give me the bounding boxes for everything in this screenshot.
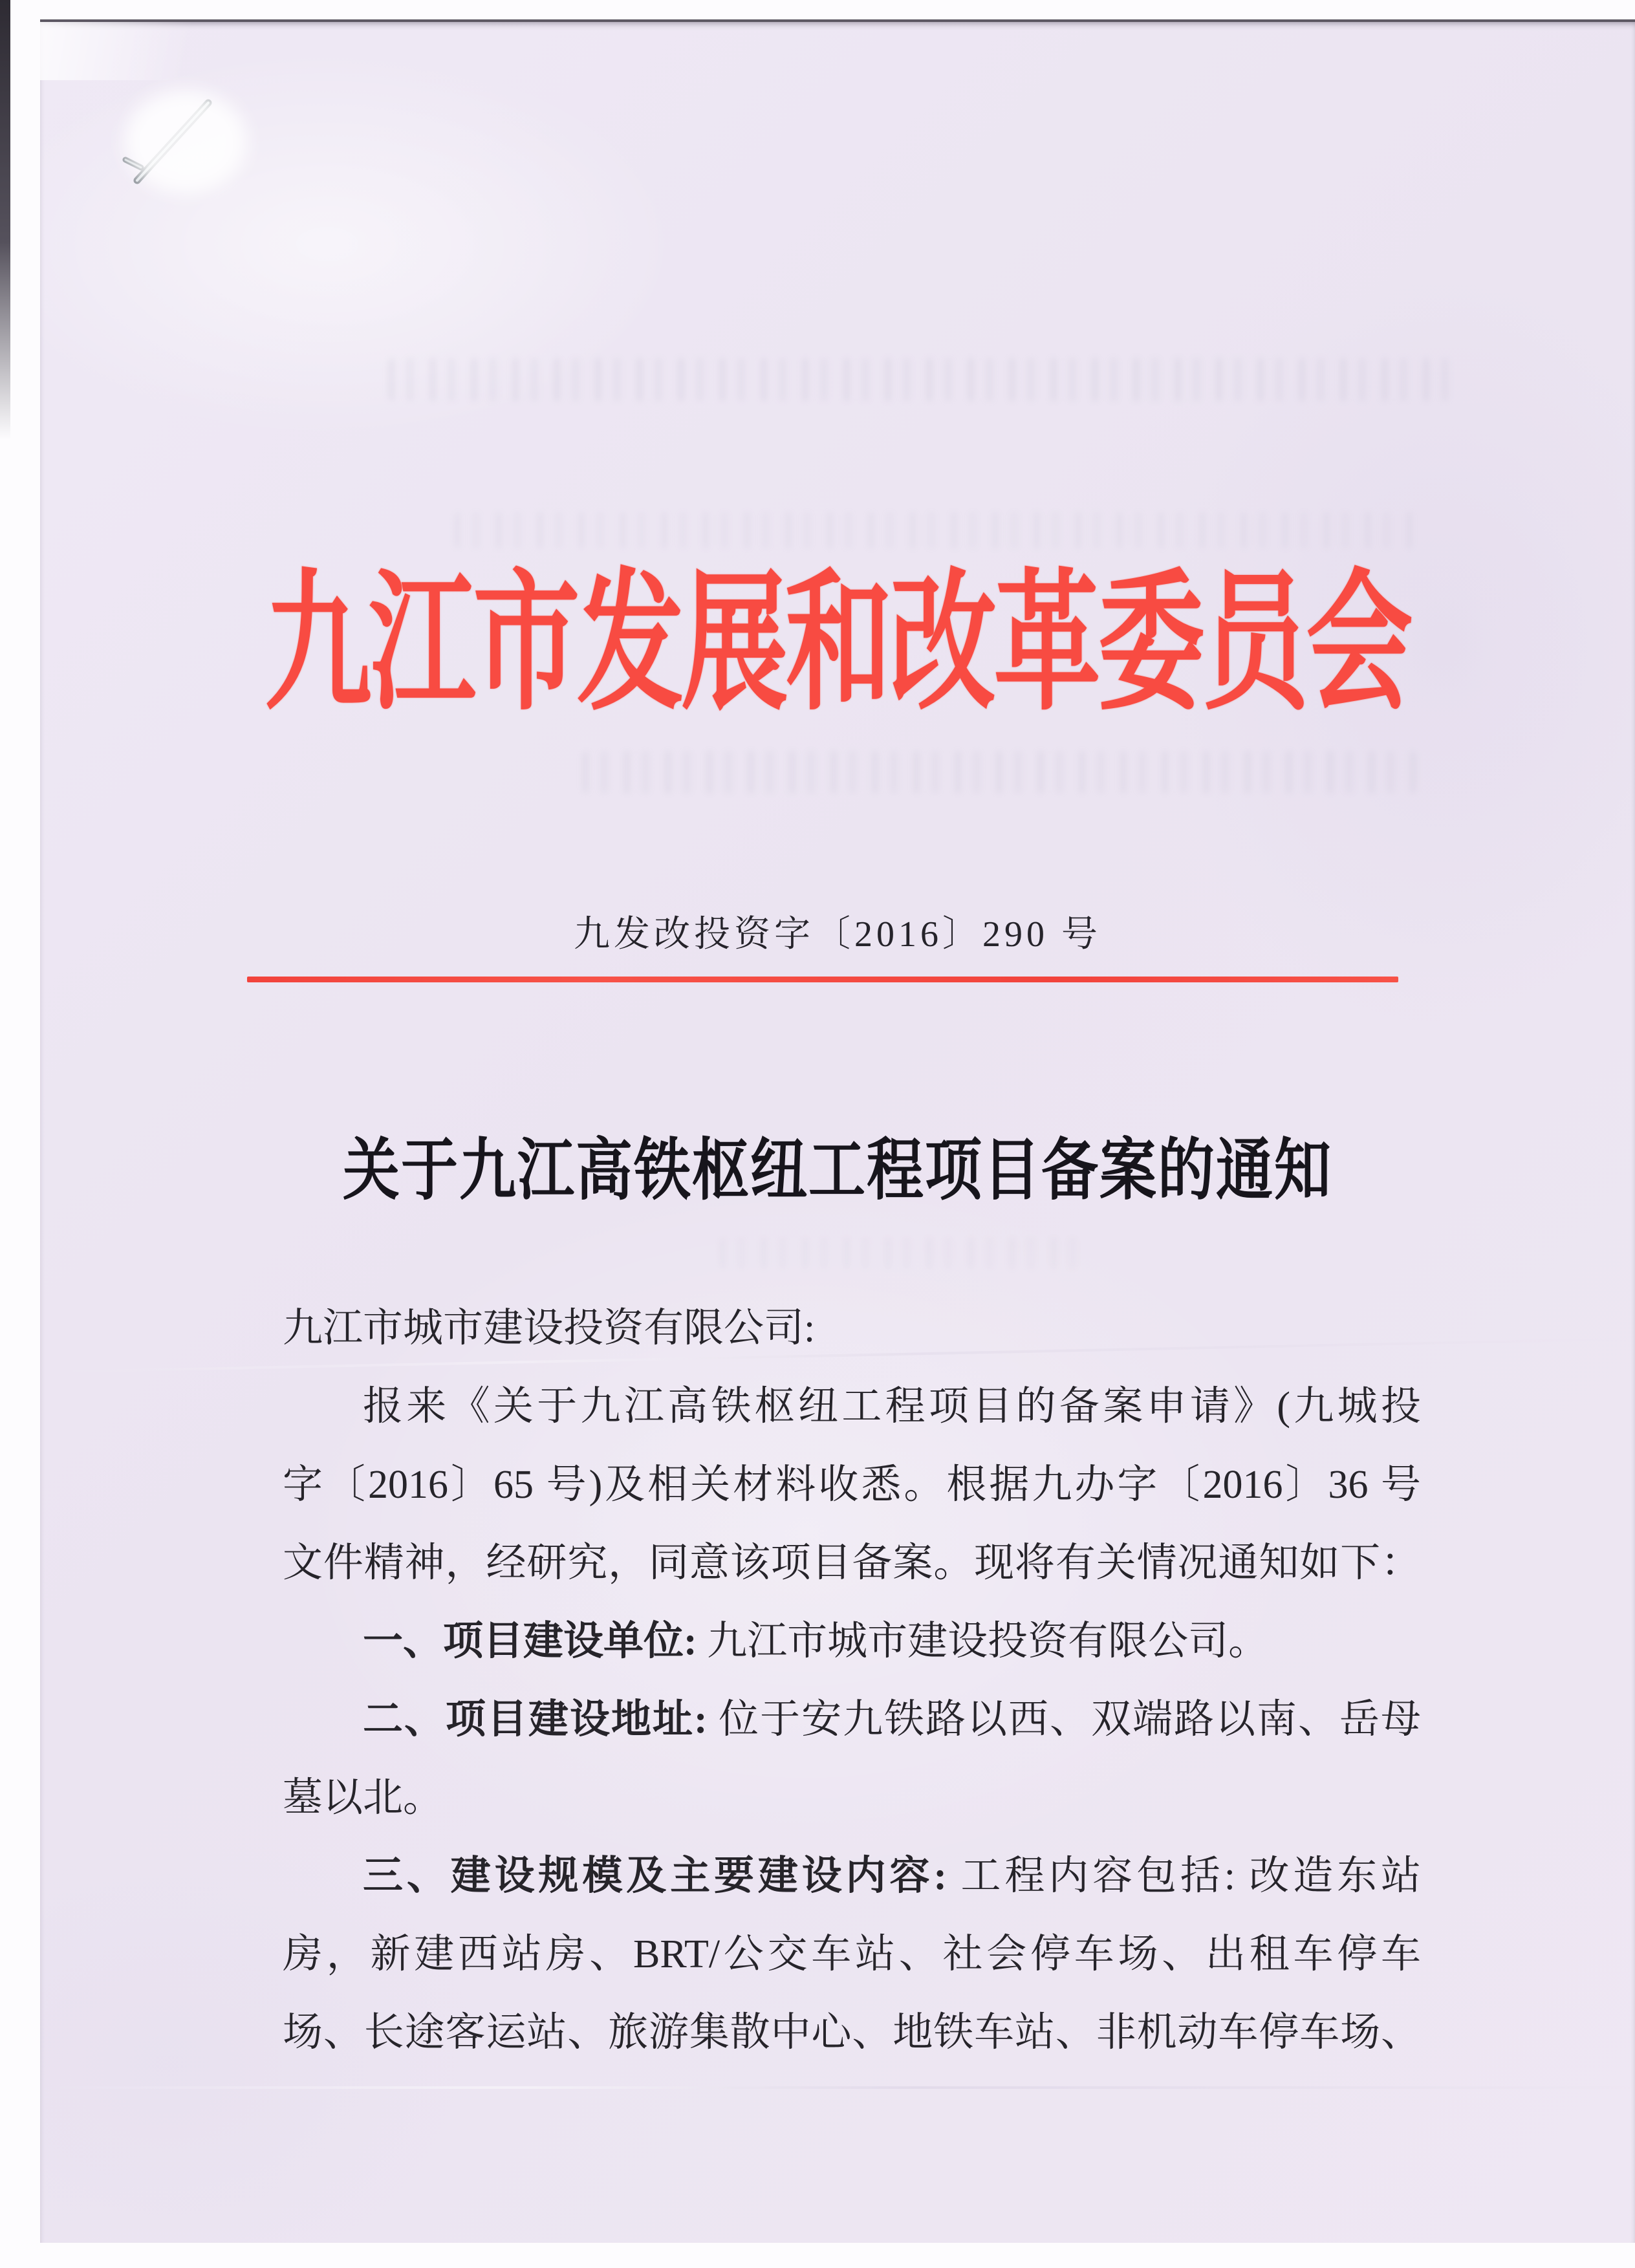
body-segment-bold: 一、项目建设单位: xyxy=(363,1619,697,1663)
body-segment: 房，新建西站房、BRT/公交车站、社会停车场、出租车停车 xyxy=(283,1932,1421,1976)
staple xyxy=(111,77,279,219)
body-segment: 文件精神，经研究，同意该项目备案。现将有关情况通知如下： xyxy=(283,1541,1421,1585)
letterhead-divider-rule xyxy=(247,977,1398,982)
body-line xyxy=(283,1681,1421,1759)
bleed-through-text xyxy=(582,751,1416,793)
body-segment: 报来《关于九江高铁枢纽工程项目的备案申请》(九城投 xyxy=(363,1385,1421,1429)
body-segment: 字〔2016〕65 号)及相关材料收悉。根据九办字〔2016〕36 号 xyxy=(283,1463,1421,1507)
body-line xyxy=(283,1368,1421,1446)
document-page xyxy=(40,19,1635,2243)
body-segment: 工程内容包括: 改造东站 xyxy=(947,1854,1421,1898)
folded-corner xyxy=(40,22,234,80)
paper-crumple xyxy=(124,90,247,193)
notice-title: 关于九江高铁枢纽工程项目备案的通知 xyxy=(342,1134,1332,1209)
body-segment-bold: 三、建设规模及主要建设内容: xyxy=(363,1854,947,1898)
bleed-through-text xyxy=(388,358,1455,401)
body-segment: 位于安九铁路以西、双端路以南、岳母 xyxy=(707,1698,1421,1742)
body-line xyxy=(283,1759,1421,1837)
body-line xyxy=(283,1916,1421,1994)
scanner-edge-shadow xyxy=(0,0,10,440)
body-line xyxy=(283,1837,1421,1916)
body-segment: 墓以北。 xyxy=(283,1776,444,1820)
body-line xyxy=(283,1994,1421,2072)
body-line xyxy=(283,1603,1421,1681)
bleed-through-text xyxy=(719,1238,1081,1269)
body-line xyxy=(283,1524,1421,1603)
agency-letterhead-title: 九江市发展和改革委员会 xyxy=(265,560,1411,729)
body-line xyxy=(283,1446,1421,1524)
paper-crease xyxy=(40,2086,1635,2089)
body-segment: 九江市城市建设投资有限公司: xyxy=(283,1306,816,1350)
body-segment: 九江市城市建设投资有限公司。 xyxy=(697,1619,1269,1663)
body-segment: 场、长途客运站、旅游集散中心、地铁车站、非机动车停车场、 xyxy=(283,2011,1421,2055)
bleed-through-text xyxy=(454,512,1424,548)
document-number: 九发改投资字〔2016〕290 号 xyxy=(574,914,1101,955)
body-segment-bold: 二、项目建设地址: xyxy=(363,1698,708,1742)
body-text xyxy=(283,1290,1421,2072)
